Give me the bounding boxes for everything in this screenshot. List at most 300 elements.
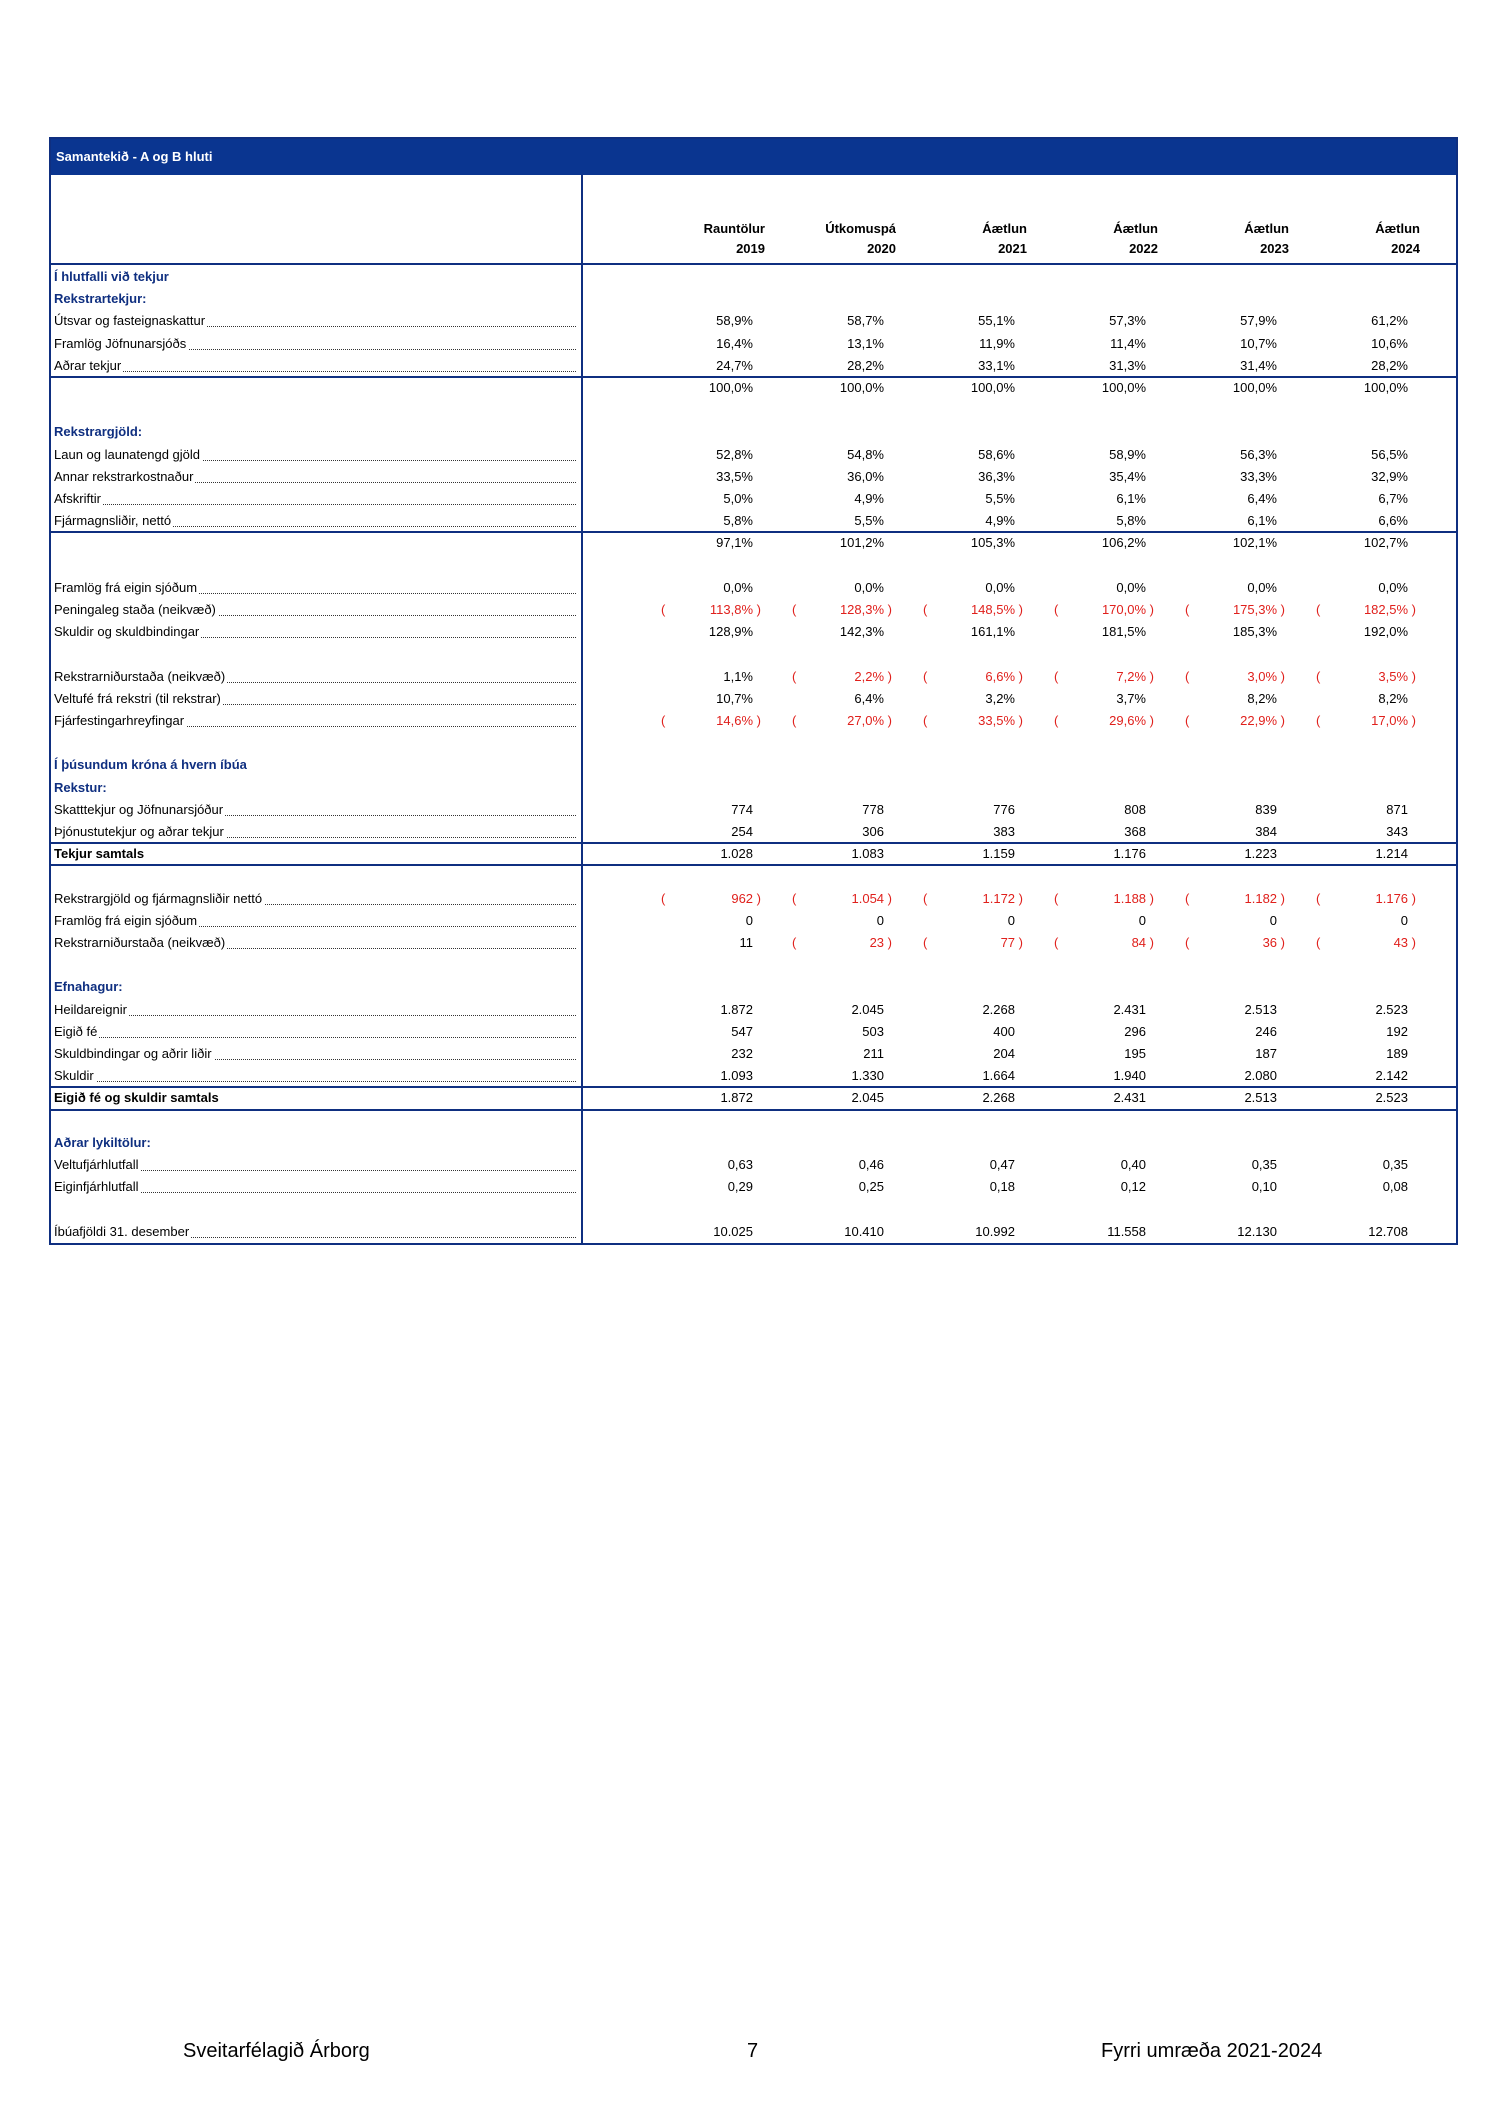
value-cell: [1288, 1221, 1408, 1243]
open-paren: (: [1316, 890, 1321, 906]
column-header-year: 2024: [1391, 241, 1420, 256]
value-text: 32,9%: [1371, 468, 1408, 484]
value-cell: [633, 1154, 753, 1176]
close-paren: ): [884, 935, 892, 950]
close-paren: ): [1146, 890, 1154, 906]
value-cell: [633, 532, 753, 554]
value-text: 0,35: [1382, 1157, 1408, 1172]
value-cell: [1026, 510, 1146, 532]
value-cell: [895, 1043, 1015, 1065]
row-label: [54, 599, 576, 621]
value-cell: [895, 444, 1015, 466]
close-paren: ): [1277, 890, 1285, 906]
value-text: 187: [1255, 1046, 1277, 1061]
value-cell: [1296, 888, 1416, 910]
value-text: 0,0%: [1247, 579, 1277, 595]
value-cell: [1026, 333, 1146, 355]
value-text: 12.708: [1368, 1223, 1408, 1239]
table-row: [51, 577, 1456, 599]
value-cell: [633, 932, 753, 954]
value-text: 1.159: [982, 846, 1015, 862]
value-cell: [1165, 666, 1285, 688]
value-cell: [1157, 377, 1277, 399]
value-cell: [1288, 1087, 1408, 1109]
value-cell: [1026, 843, 1146, 865]
close-paren: ): [1146, 935, 1154, 950]
value-cell: [764, 1221, 884, 1243]
value-cell: [1034, 932, 1154, 954]
row-label: [54, 1154, 576, 1176]
value-cell: [1165, 932, 1285, 954]
row-label: [54, 510, 576, 532]
value-cell: [633, 666, 753, 688]
table-row: [51, 710, 1456, 732]
column-header-year: 2019: [736, 241, 765, 256]
value-text: 0,18: [989, 1179, 1015, 1195]
value-cell: [1157, 510, 1277, 532]
value-cell: [895, 333, 1015, 355]
value-cell: [895, 355, 1015, 377]
value-cell: [895, 532, 1015, 554]
table-row: [51, 621, 1456, 643]
value-text: 2.523: [1375, 1090, 1408, 1106]
table-row: [51, 510, 1456, 532]
table-row: [51, 466, 1456, 488]
value-cell: [1157, 799, 1277, 821]
table-row: [51, 1176, 1456, 1198]
value-text: 10,6%: [1371, 335, 1408, 351]
value-text: 1.176: [1113, 846, 1146, 862]
row-label-text: Skuldbindingar og aðrir liðir: [54, 1046, 212, 1061]
row-label-text: Efnahagur:: [54, 979, 123, 995]
value-text: 36,3%: [978, 468, 1015, 484]
row-label: [54, 621, 576, 643]
value-text: 14,6%: [716, 713, 754, 728]
value-text: 11.558: [1107, 1223, 1146, 1239]
value-text: 61,2%: [1371, 313, 1408, 329]
row-label-text: Eigið fé og skuldir samtals: [54, 1090, 219, 1106]
value-cell: [895, 466, 1015, 488]
value-text: 871: [1386, 801, 1408, 817]
value-text: 547: [731, 1023, 753, 1039]
value-text: 6,1%: [1116, 491, 1146, 506]
value-cell: [764, 466, 884, 488]
close-paren: ): [753, 602, 761, 617]
value-text: 100,0%: [1363, 380, 1408, 395]
row-label-text: Íbúafjöldi 31. desember: [54, 1223, 190, 1239]
value-text: 1.872: [720, 1090, 753, 1106]
value-text: 0,63: [727, 1157, 753, 1172]
value-cell: [764, 1021, 884, 1043]
table-row: [51, 355, 1456, 377]
value-text: 10.025: [713, 1223, 753, 1239]
row-label: [54, 777, 576, 799]
value-cell: [903, 888, 1023, 910]
value-text: 3,7%: [1116, 690, 1146, 706]
summary-table: [49, 137, 1458, 1245]
value-cell: [1026, 1154, 1146, 1176]
value-text: 11,4%: [1110, 335, 1146, 351]
value-text: 29,6%: [1109, 713, 1147, 728]
value-text: 6,7%: [1378, 491, 1408, 506]
close-paren: ): [884, 890, 892, 906]
value-cell: [1157, 1065, 1277, 1087]
section-heading: [51, 976, 1456, 998]
value-text: 8,2%: [1378, 690, 1408, 706]
value-cell: [633, 1221, 753, 1243]
value-text: 23: [869, 935, 885, 950]
open-paren: (: [1054, 890, 1059, 906]
value-cell: [1288, 621, 1408, 643]
open-paren: (: [661, 713, 666, 728]
open-paren: (: [1316, 935, 1321, 950]
value-text: 5,8%: [1116, 513, 1146, 529]
value-text: 54,8%: [847, 446, 884, 462]
value-text: 17,0%: [1371, 713, 1409, 728]
value-text: 56,5%: [1371, 446, 1408, 462]
row-label: [54, 310, 576, 332]
value-text: 52,8%: [716, 446, 753, 462]
column-header-label: Áætlun: [1113, 221, 1158, 236]
value-cell: [903, 932, 1023, 954]
value-cell: [633, 999, 753, 1021]
value-text: 6,4%: [1247, 491, 1277, 506]
close-paren: ): [1277, 602, 1285, 617]
value-text: 100,0%: [839, 380, 884, 395]
value-text: 6,6%: [1378, 513, 1408, 529]
row-label: [54, 799, 576, 821]
value-cell: [903, 599, 1023, 621]
value-cell: [1157, 310, 1277, 332]
value-cell: [1026, 444, 1146, 466]
value-text: 106,2%: [1101, 535, 1146, 551]
row-label: [54, 1043, 576, 1065]
value-cell: [764, 532, 884, 554]
open-paren: (: [923, 602, 928, 617]
column-header-year: 2020: [867, 241, 896, 256]
value-text: 1.028: [720, 846, 753, 862]
value-text: 1.664: [982, 1068, 1015, 1084]
row-label-text: Afskriftir: [54, 491, 101, 506]
value-cell: [1165, 888, 1285, 910]
column-header: [655, 219, 765, 259]
open-paren: (: [1185, 713, 1190, 728]
value-text: 839: [1255, 801, 1277, 817]
row-label-text: Tekjur samtals: [54, 846, 145, 862]
row-label: [54, 1087, 576, 1109]
close-paren: ): [884, 713, 892, 728]
value-cell: [764, 510, 884, 532]
value-cell: [764, 688, 884, 710]
section-heading: [51, 754, 1456, 776]
value-cell: [633, 688, 753, 710]
value-cell: [1288, 1065, 1408, 1087]
spacer-row: [51, 1198, 1456, 1220]
value-cell: [895, 1021, 1015, 1043]
value-cell: [1288, 688, 1408, 710]
value-text: 33,1%: [978, 357, 1015, 373]
value-cell: [1026, 1021, 1146, 1043]
value-cell: [1296, 932, 1416, 954]
row-label-text: Rekstrargjöld og fjármagnsliðir nettó: [54, 890, 263, 906]
row-label-text: Rekstrarniðurstaða (neikvæð): [54, 935, 226, 950]
value-cell: [764, 1154, 884, 1176]
value-text: 100,0%: [1232, 380, 1277, 395]
value-text: 58,7%: [847, 313, 884, 329]
value-text: 368: [1124, 824, 1146, 839]
row-label: [54, 688, 576, 710]
value-text: 33,5%: [716, 468, 753, 484]
value-cell: [1157, 1021, 1277, 1043]
value-cell: [1165, 599, 1285, 621]
value-text: 57,3%: [1109, 313, 1146, 329]
value-cell: [1157, 821, 1277, 843]
value-cell: [1288, 488, 1408, 510]
row-label: [54, 355, 576, 377]
value-text: 0: [1400, 912, 1408, 928]
value-cell: [633, 1087, 753, 1109]
value-text: 6,4%: [854, 690, 884, 706]
open-paren: (: [1316, 602, 1321, 617]
value-cell: [1157, 355, 1277, 377]
value-cell: [633, 1043, 753, 1065]
value-text: 102,7%: [1363, 535, 1408, 551]
spacer-row: [51, 1110, 1456, 1132]
close-paren: ): [1408, 713, 1416, 728]
value-text: 113,8%: [709, 602, 754, 617]
value-cell: [633, 910, 753, 932]
value-text: 306: [862, 824, 884, 839]
section-heading: [51, 421, 1456, 443]
value-text: 100,0%: [708, 380, 753, 395]
value-cell: [764, 843, 884, 865]
value-cell: [633, 333, 753, 355]
row-label-text: Veltufjárhlutfall: [54, 1157, 139, 1172]
open-paren: (: [923, 890, 928, 906]
table-row: [51, 821, 1456, 843]
value-text: 1.054: [851, 890, 885, 906]
row-label-text: Þjónustutekjur og aðrar tekjur: [54, 824, 224, 839]
value-cell: [1034, 599, 1154, 621]
row-label: [54, 666, 576, 688]
value-cell: [772, 888, 892, 910]
value-text: 33,3%: [1240, 468, 1277, 484]
value-text: 2.142: [1375, 1068, 1408, 1084]
close-paren: ): [753, 890, 761, 906]
section-heading: [51, 777, 1456, 799]
table-row: [51, 888, 1456, 910]
value-cell: [764, 577, 884, 599]
value-text: 105,3%: [970, 535, 1015, 551]
table-row: [51, 333, 1456, 355]
value-text: 400: [993, 1023, 1015, 1039]
value-text: 6,6%: [985, 668, 1016, 684]
value-text: 58,9%: [716, 313, 753, 329]
row-label: [54, 843, 576, 865]
value-cell: [633, 466, 753, 488]
value-text: 343: [1386, 824, 1408, 839]
value-text: 0,29: [727, 1179, 753, 1195]
value-cell: [764, 355, 884, 377]
subtotal-row: [51, 377, 1456, 399]
row-label: [54, 976, 576, 998]
column-header-label: Útkomuspá: [825, 221, 896, 236]
value-text: 0,47: [989, 1157, 1015, 1172]
value-cell: [1288, 532, 1408, 554]
table-row: [51, 799, 1456, 821]
value-cell: [1288, 1176, 1408, 1198]
column-header: [1179, 219, 1289, 259]
table-row: [51, 932, 1456, 954]
value-cell: [1157, 577, 1277, 599]
value-text: 3,5%: [1378, 668, 1409, 684]
value-text: 1.872: [720, 1001, 753, 1017]
value-text: 0,0%: [723, 579, 753, 595]
value-cell: [895, 821, 1015, 843]
value-text: 5,5%: [985, 491, 1015, 506]
column-header-label: Áætlun: [1375, 221, 1420, 236]
value-cell: [1026, 910, 1146, 932]
table-row: [51, 999, 1456, 1021]
value-cell: [1034, 888, 1154, 910]
value-text: 58,9%: [1109, 446, 1146, 462]
value-cell: [1288, 1021, 1408, 1043]
value-text: 962: [731, 890, 754, 906]
row-label-text: Rekstrartekjur:: [54, 291, 147, 307]
value-cell: [633, 310, 753, 332]
value-text: 778: [862, 801, 884, 817]
table-row: [51, 1043, 1456, 1065]
value-cell: [1034, 666, 1154, 688]
value-text: 161,1%: [970, 624, 1015, 640]
value-text: 58,6%: [978, 446, 1015, 462]
value-cell: [1157, 333, 1277, 355]
close-paren: ): [1015, 890, 1023, 906]
close-paren: ): [1277, 713, 1285, 728]
row-label-text: Heildareignir: [54, 1001, 127, 1017]
open-paren: (: [1316, 668, 1321, 684]
value-cell: [633, 843, 753, 865]
value-text: 181,5%: [1101, 624, 1146, 640]
value-cell: [633, 510, 753, 532]
total-row: [51, 843, 1456, 865]
value-cell: [633, 1065, 753, 1087]
value-text: 36,0%: [847, 468, 884, 484]
value-cell: [1157, 444, 1277, 466]
value-cell: [764, 1043, 884, 1065]
value-text: 8,2%: [1247, 690, 1277, 706]
value-text: 128,9%: [708, 624, 753, 640]
value-cell: [1157, 688, 1277, 710]
value-cell: [1157, 1087, 1277, 1109]
value-text: 0,25: [858, 1179, 884, 1195]
value-text: 1.083: [851, 846, 884, 862]
value-cell: [772, 666, 892, 688]
value-cell: [1157, 621, 1277, 643]
row-label-text: Fjármagnsliðir, nettó: [54, 513, 172, 529]
close-paren: ): [884, 668, 892, 684]
value-cell: [1026, 532, 1146, 554]
value-cell: [1026, 688, 1146, 710]
column-header-year: 2021: [998, 241, 1027, 256]
row-label: [54, 1132, 576, 1154]
row-label: [54, 932, 576, 954]
value-cell: [895, 377, 1015, 399]
close-paren: ): [1408, 890, 1416, 906]
value-text: 232: [731, 1046, 753, 1061]
open-paren: (: [1054, 935, 1059, 950]
value-text: 2,2%: [854, 668, 885, 684]
value-text: 1.182: [1244, 890, 1278, 906]
table-title: Samantekið - A og B hluti: [51, 139, 1456, 175]
value-text: 4,9%: [854, 491, 884, 506]
value-text: 0,0%: [854, 579, 884, 595]
value-cell: [1157, 1176, 1277, 1198]
value-cell: [1026, 377, 1146, 399]
value-text: 43: [1393, 935, 1409, 950]
value-cell: [1157, 466, 1277, 488]
value-text: 100,0%: [1101, 380, 1146, 395]
column-header: [1048, 219, 1158, 259]
value-cell: [633, 1021, 753, 1043]
table-row: [51, 1154, 1456, 1176]
value-text: 2.523: [1375, 1001, 1408, 1017]
value-text: 2.513: [1244, 1001, 1277, 1017]
section-heading: [51, 288, 1456, 310]
value-cell: [895, 910, 1015, 932]
value-cell: [1288, 910, 1408, 932]
close-paren: ): [1277, 668, 1285, 684]
footer-organization: Sveitarfélagið Árborg: [183, 2040, 370, 2062]
value-text: 5,5%: [854, 513, 884, 529]
row-label-text: Skuldir og skuldbindingar: [54, 624, 200, 640]
value-text: 2.431: [1113, 1001, 1146, 1017]
value-cell: [633, 488, 753, 510]
row-label: [54, 999, 576, 1021]
value-cell: [1288, 355, 1408, 377]
value-cell: [641, 599, 761, 621]
value-text: 2.080: [1244, 1068, 1277, 1084]
value-cell: [1026, 355, 1146, 377]
value-cell: [633, 377, 753, 399]
value-cell: [895, 843, 1015, 865]
value-text: 0,12: [1120, 1179, 1146, 1195]
table-row: [51, 488, 1456, 510]
row-label-text: Aðrar lykiltölur:: [54, 1134, 151, 1150]
open-paren: (: [923, 668, 928, 684]
column-header-label: Áætlun: [1244, 221, 1289, 236]
value-cell: [1026, 1065, 1146, 1087]
value-cell: [764, 488, 884, 510]
column-header: [917, 219, 1027, 259]
value-text: 13,1%: [847, 335, 884, 351]
row-label-text: Laun og launatengd gjöld: [54, 446, 201, 462]
value-text: 28,2%: [847, 357, 884, 373]
value-cell: [1288, 333, 1408, 355]
value-cell: [764, 999, 884, 1021]
spacer-row: [51, 399, 1456, 421]
value-text: 0: [1007, 912, 1015, 928]
value-cell: [895, 510, 1015, 532]
value-text: 246: [1255, 1023, 1277, 1039]
value-text: 1.188: [1113, 890, 1147, 906]
value-cell: [895, 577, 1015, 599]
row-label: [54, 288, 576, 310]
value-text: 0: [876, 912, 884, 928]
value-cell: [764, 821, 884, 843]
row-label: [54, 466, 576, 488]
value-cell: [1296, 666, 1416, 688]
